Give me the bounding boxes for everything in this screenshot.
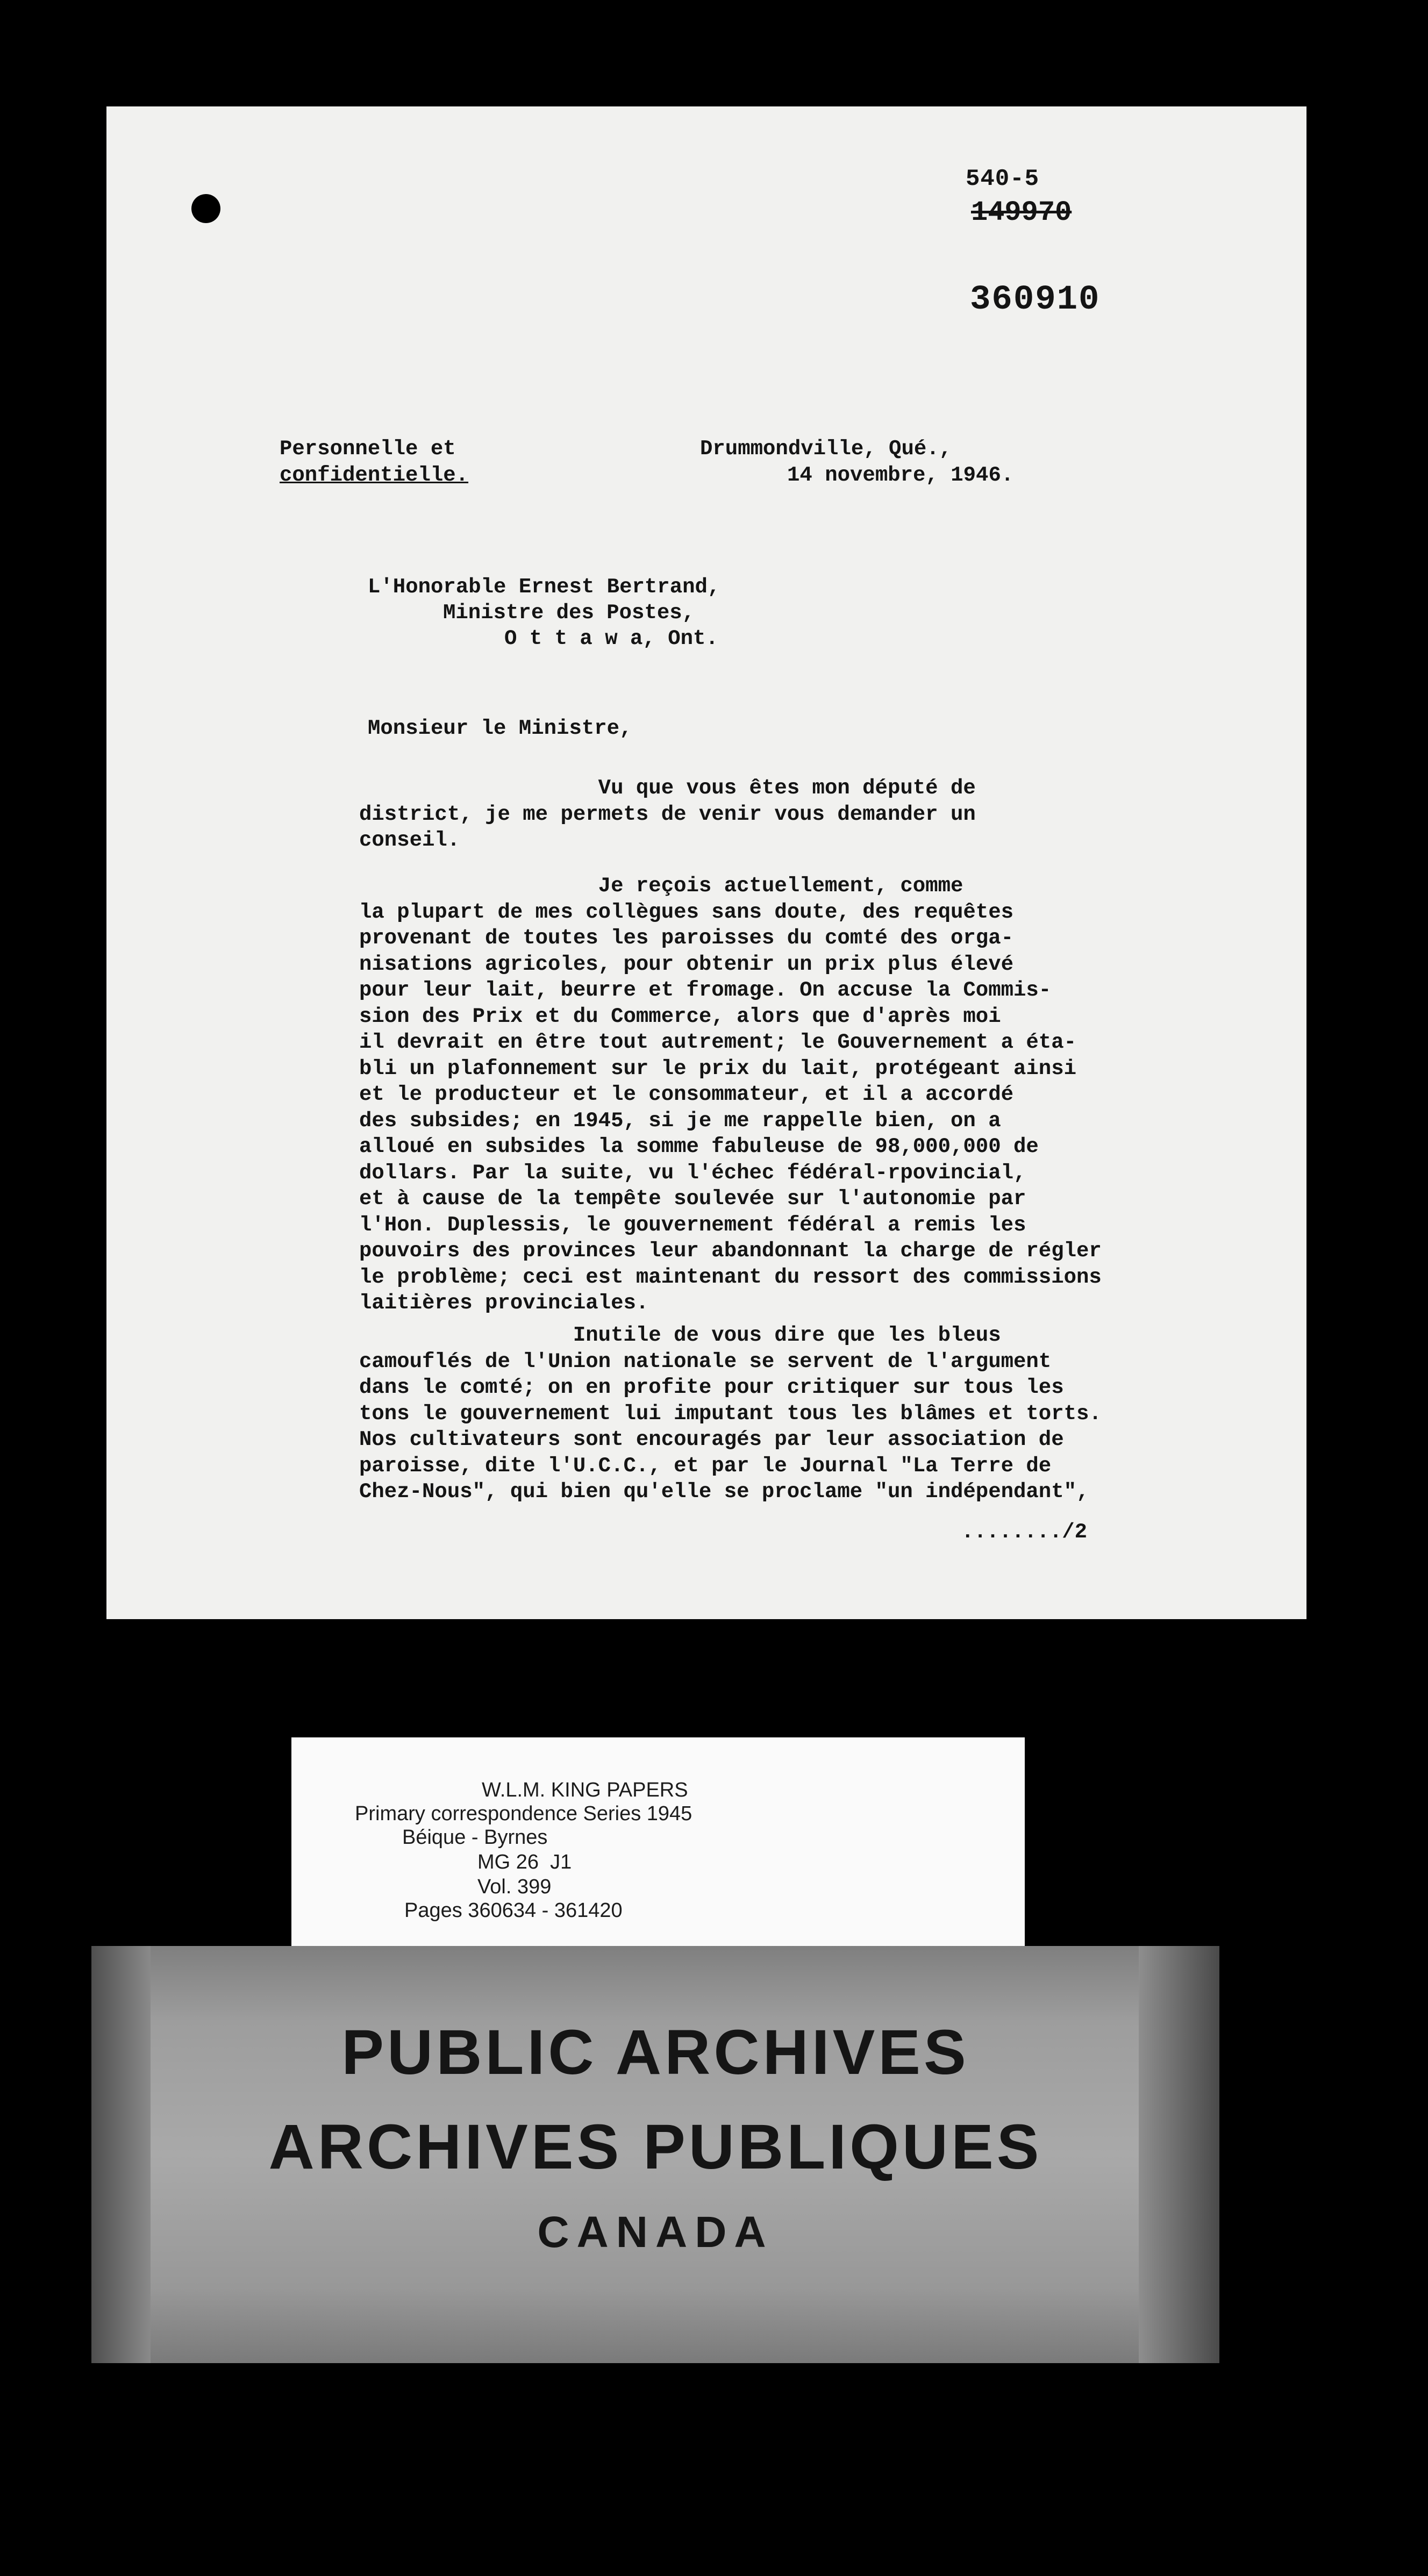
label-range: Béique - Byrnes — [402, 1826, 548, 1849]
file-reference: 540-5 — [966, 166, 1040, 192]
recipient-city: O t t a w a, Ont. — [504, 627, 718, 650]
header-date: 14 novembre, 1946. — [787, 463, 1014, 487]
archive-label-card — [291, 1737, 1025, 1950]
crossed-out-file-number: 149970 — [971, 197, 1072, 228]
recipient-title: Ministre des Postes, — [443, 601, 695, 625]
letter-page — [106, 106, 1306, 1619]
punch-hole — [191, 194, 220, 223]
archives-stamp — [91, 1946, 1219, 2363]
recipient-name: L'Honorable Ernest Bertrand, — [368, 575, 720, 599]
document-number: 360910 — [970, 281, 1101, 319]
label-series: Primary correspondence Series 1945 — [355, 1802, 692, 1825]
header-confidential-line-2: confidentielle. — [280, 463, 469, 487]
paragraph-1: Vu que vous êtes mon député de district, je me permets de venir vous demander un conseil. — [359, 776, 976, 852]
label-pages: Pages 360634 - 361420 — [404, 1899, 623, 1922]
salutation: Monsieur le Ministre, — [368, 717, 632, 740]
paragraph-2: Je reçois actuellement, comme la plupart de mes collègues sans doute, des requêtes provenant de toutes les paroisses du comté des orga- nisations agricoles, pour obtenir un prix plus élevé pour leur lait, beurre et fromage. On accuse la Commis- sion des Prix et du Commerce, alors que d'après moi il devrait en être tout autrement; le Gouvernement a éta- bli un plafonnement sur le prix du lait, protégeant ainsi et le producteur et le consommateur, et il a accordé des subsides; en 1945, si je me rappelle bien, on a alloué en subsides la somme fabuleuse de 98,000,000 de dollars. Par la suite, vu l'échec fédéral-rpovincial, et à cause de la tempête soulevée sur l'autonomie par l'Hon. Duplessis, le gouvernement fédéral a remis les pouvoirs des provinces leur abandonnant la charge de régler le problème; ceci est maintenant du ressort des commissions laitières provinciales. — [359, 874, 1102, 1315]
header-place: Drummondville, Qué., — [700, 437, 952, 461]
stamp-archives-publiques: ARCHIVES PUBLIQUES — [268, 2112, 1043, 2183]
label-fonds: MG 26 J1 — [477, 1851, 572, 1873]
page-continuation: ......../2 — [961, 1520, 1088, 1544]
label-collection: W.L.M. KING PAPERS — [482, 1779, 688, 1801]
stamp-canada: CANADA — [537, 2208, 774, 2257]
header-confidential-line-1: Personnelle et — [280, 437, 456, 461]
stamp-public-archives: PUBLIC ARCHIVES — [341, 2017, 969, 2088]
label-volume: Vol. 399 — [477, 1876, 552, 1898]
paragraph-3: Inutile de vous dire que les bleus camouflés de l'Union nationale se servent de l'argument dans le comté; on en profite pour critiquer sur tous les tons le gouvernement lui imputant tous les blâmes et torts. Nos cultivateurs sont encouragés par leur association de paroisse, dite l'U.C.C., et par le Journal "La Terre de Chez-Nous", qui bien qu'elle se proclame "un indépendant", — [359, 1323, 1102, 1504]
